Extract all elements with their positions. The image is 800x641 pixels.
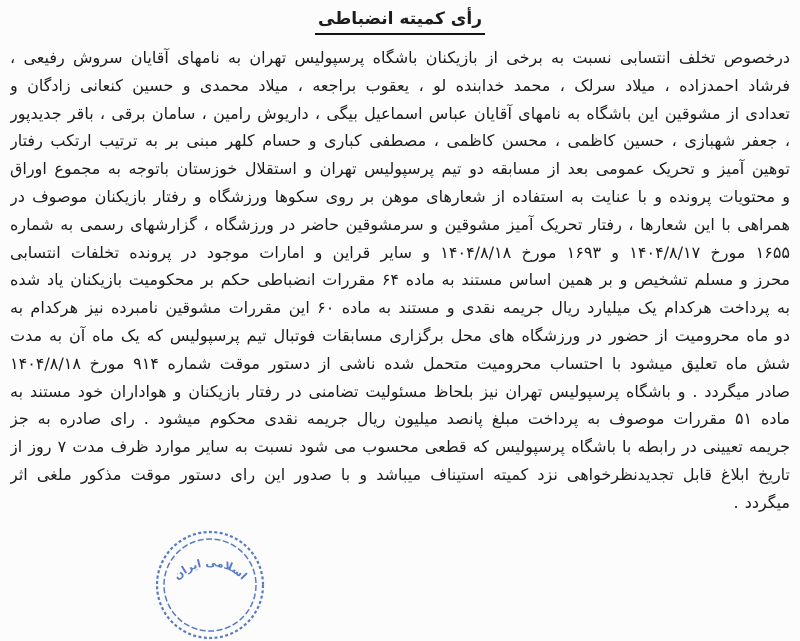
body-line: صادر میگردد . و باشگاه پرسپولیس تهران نیز بلحاظ مسئولیت تضامنی در رفتار بازیکنان و هواداران خود مستند به [10,381,790,401]
body-line: و محتویات پرونده و با عنایت به استفاده از شعارهای موهن بر روی سکوها ورزشگاه و رفتار بازیکنان موصوف در [10,186,790,206]
official-seal-stamp [154,529,266,641]
stamp-outer-ring-icon [157,532,263,638]
body-line: دو ماه محرومیت از حضور در ورزشگاه های محل برگزاری مسابقات فوتبال تیم پرسپولیس که یک ماه آن به مدت [10,325,790,345]
document-title: رأی کمیته انضباطی [315,8,485,35]
body-line: محرز و مسلم تشخیص و بر همین اساس مستند به ماده ۶۴ مقررات انضباطی حکم بر محکومیت بازیکنان یاد شده [10,270,790,290]
body-line: ماده ۵۱ مقررات موصوف به پرداخت مبلغ پانصد میلیون ریال جریمه نقدی محکوم میشود . رای صادره به جز [10,409,790,429]
body-line: تاریخ ابلاغ قابل تجدیدنظرخواهی نزد کمیته استیناف میباشد و با صدور این رای دستور موقت مذکور ملغی اثر [10,464,790,484]
stamp-arc-text: اسلامی ایران [170,556,250,583]
body-line: جریمه تعیینی در رابطه با باشگاه پرسپولیس که قطعی محسوب می شود نسبت به سایر موارد ظرف مدت ۷ روز از [10,437,790,457]
stamp-inner-ring-icon [164,539,256,631]
body-line: همراهی با این شعارها ، رفتار تحریک آمیز مشوقین و سرمشوقین حاضر در ورزشگاه ، گزارشهای رسمی به شماره [10,214,790,234]
body-line: فرشاد احمدزاده ، میلاد سرلک ، محمد خدابنده لو ، یعقوب براجعه ، میلاد محمدی و حسین کنعانی زادگان و [10,75,790,95]
body-line: ۱۶۵۵ مورخ ۱۴۰۴/۸/۱۷ و ۱۶۹۳ مورخ ۱۴۰۴/۸/۱۸ و سایر قراین و امارات موجود در پرونده تخلفات انتسابی [10,242,790,262]
body-line: تعدادی از مشوقین این باشگاه به نامهای آقایان عباس اسماعیل بیگی ، داریوش رامین ، سامان برقی ، باقر جدیدپور [10,103,790,123]
body-line: میگردد . [733,492,790,512]
title-row [10,8,790,35]
body-line: به پرداخت هرکدام یک میلیارد ریال جریمه نقدی و مستند به ماده ۶۰ این مقررات مشوقین نامبرده نیز هرکدام به [10,298,790,318]
body-line: ، جعفر شهبازی ، حسین کاظمی ، محسن کاظمی ، مصطفی کباری و حسام کلهر مبنی بر به ترتیب ارتکب رفتار [10,131,790,151]
body-line: توهین آمیز و تحریک عمومی بعد از مسابقه دو تیم پرسپولیس تهران و استقلال خوزستان باتوجه به مجموع اوراق [10,159,790,179]
body-line: درخصوص تخلف انتسابی نسبت به برخی از بازیکنان باشگاه پرسپولیس تهران به نامهای آقایان سروش رفیعی ، [10,48,790,67]
document-body [10,44,790,517]
body-line: شش ماه تعلیق میشود با احتساب محرومیت متحمل شده ناشی از دستور موقت شماره ۹۱۴ مورخ ۱۴۰۴/۸/۱۸ [10,353,790,373]
